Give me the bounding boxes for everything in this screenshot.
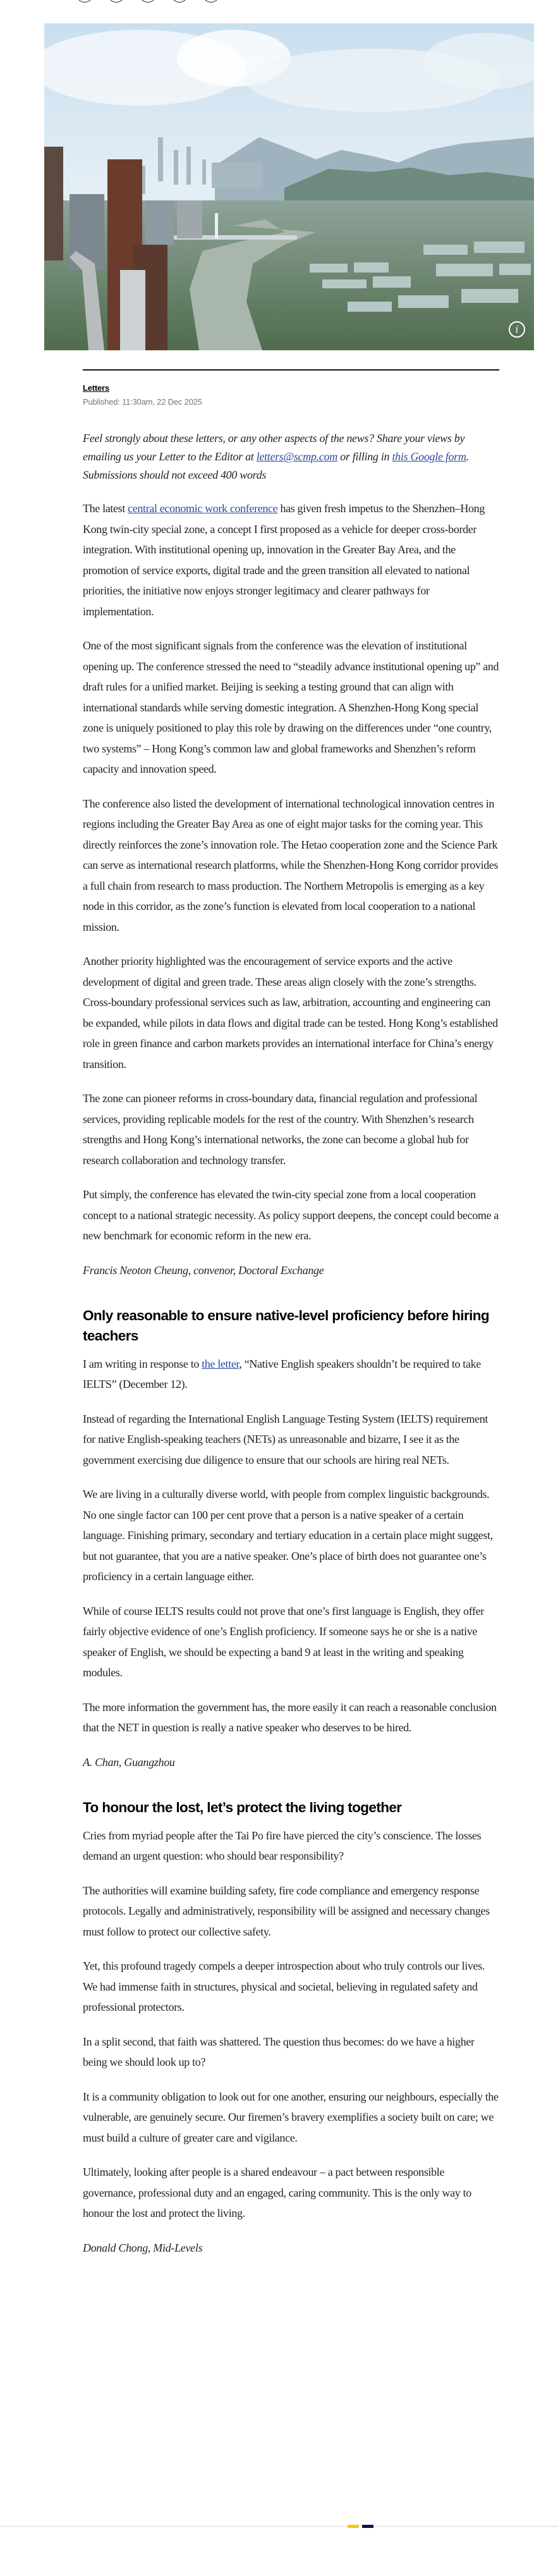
share-twitter-button[interactable] bbox=[107, 0, 125, 3]
conference-link[interactable]: central economic work conference bbox=[128, 502, 278, 515]
google-form-link[interactable]: this Google form bbox=[392, 450, 466, 463]
hero-image bbox=[44, 23, 534, 350]
image-info-icon[interactable]: i bbox=[509, 321, 525, 338]
intro-text: . Submissions should not exceed 400 words bbox=[83, 450, 469, 481]
share-more-button[interactable] bbox=[202, 0, 220, 3]
paragraph: The conference also listed the development of international technological innovation centres in regions including the Greater Bay Area as one of eight major tasks for the coming year. This directly reinforces the zone’s innovation role. The Hetao cooperation zone and the Science Park can serve as international research platforms, while the Shenzhen-Hong Kong corridor provides a full chain from research to mass production. The Northern Metropolis is emerging as a key node in this corridor, as the zone’s function is elevated from local cooperation to a national mission. bbox=[83, 797, 499, 933]
intro-text: Feel strongly about these letters, or any other aspects of the news? Share your views by emailing us your Letter to the Editor at bbox=[83, 432, 465, 463]
the-letter-link[interactable]: the letter bbox=[202, 1357, 240, 1370]
skyline-photo bbox=[44, 23, 534, 350]
paragraph-text: The latest bbox=[83, 502, 128, 515]
intro-text: or filling in bbox=[337, 450, 392, 463]
paragraph-text: I am writing in response to bbox=[83, 1357, 202, 1370]
paragraph: Cries from myriad people after the Tai Po fire have pierced the city’s conscience. The losses demand an urgent question: who should bear responsibility? bbox=[83, 1829, 482, 1862]
share-email-button[interactable] bbox=[171, 0, 188, 3]
published-timestamp: Published: 11:30am, 22 Dec 2025 bbox=[83, 397, 202, 407]
paragraph: Put simply, the conference has elevated the twin-city special zone from a local cooperation concept to a national strategic necessity. As policy support deepens, the concept could become a new benchmark for economic reform in the new era. bbox=[83, 1188, 499, 1242]
paragraph: Yet, this profound tragedy compels a deeper introspection about who truly controls our lives. We had immense faith in structures, physical and societal, believing in regulated safety and professional protectors. bbox=[83, 1960, 485, 2013]
paragraph-text: has given fresh impetus to the Shenzhen–Hong Kong twin-city special zone, a concept I first proposed as a vehicle for deeper cross-border integration. With institutional opening up, innovation in the Greater Bay Area, and the promotion of service exports, digital trade and the green transition all elevated to national priorities, the initiative now enjoys stronger legitimacy and clearer pathways for implementation. bbox=[83, 502, 485, 618]
paragraph bbox=[83, 498, 499, 622]
share-facebook-button[interactable] bbox=[76, 0, 94, 3]
paragraph: While of course IELTS results could not prove that one’s first language is English, they offer fairly objective evidence of one’s English proficiency. If someone says he or she is a native speaker of English, we should be expecting a band 9 at least in the writing and speaking modules. bbox=[83, 1604, 484, 1679]
divider bbox=[83, 369, 499, 371]
paragraph: The more information the government has, the more easily it can reach a reasonable conclusion that the NET in question is really a native speaker who deserves to be hired. bbox=[83, 1700, 497, 1734]
letter-signoff: Francis Neoton Cheung, convenor, Doctoral Exchange bbox=[83, 1263, 324, 1277]
paragraph: Ultimately, looking after people is a shared endeavour – a pact between responsible governance, professional duty and an engaged, caring community. This is the only way to honour the lost and protect the living. bbox=[83, 2166, 471, 2219]
share-bar bbox=[76, 0, 220, 3]
paragraph: One of the most significant signals from the conference was the elevation of institutional opening up. The conference stressed the need to “steadily advance institutional opening up” and draft rules for a unified market. Beijing is seeking a testing ground that can align with international standards while serving domestic integration. A Shenzhen-Hong Kong special zone is uniquely positioned to play this role by drawing on the differences under “one country, two systems” – Hong Kong’s common law and global frameworks and Shenzhen’s reform capacity and innovation speed. bbox=[83, 639, 499, 775]
brand-mark-navy bbox=[362, 2525, 373, 2528]
paragraph: The zone can pioneer reforms in cross-boundary data, financial regulation and professional services, providing replicable models for the rest of the country. With Shenzhen’s research strengths and Hong Kong’s international networks, the zone can become a global hub for research collaboration and technology transfer. bbox=[83, 1092, 478, 1167]
letter-1 bbox=[83, 498, 499, 1280]
paragraph: Another priority highlighted was the encouragement of service exports and the active development of digital and green trade. These areas align closely with the zone’s strengths. Cross-boundary professional services such as law, arbitration, accounting and engineering can be expanded, while pilots in data flows and digital trade can be tested. Hong Kong’s established role in green finance and carbon markets provides an international interface for China’s energy transition. bbox=[83, 955, 498, 1070]
brand-marks bbox=[346, 2525, 375, 2528]
letter-signoff: A. Chan, Guangzhou bbox=[83, 1755, 175, 1769]
letters-intro bbox=[83, 429, 499, 484]
brand-mark-yellow bbox=[348, 2525, 359, 2528]
paragraph: We are living in a culturally diverse world, with people from complex linguistic backgrounds. No one single factor can 100 per cent prove that a person is a native speaker of a certain language. Finishing primary, secondary and tertiary education in a certain place might suggest, but not guarantee, that you are a native speaker. One’s place of birth does not guarantee one’s proficiency in a certain language either. bbox=[83, 1488, 493, 1583]
paragraph: It is a community obligation to look out for one another, ensuring our neighbours, especially the vulnerable, are genuinely secure. Our firemen’s bravery exemplifies a society built on care; we must build a culture of greater care and vigilance. bbox=[83, 2090, 499, 2144]
letter-headline: Only reasonable to ensure native-level proficiency before hiring teachers bbox=[83, 1307, 490, 1344]
letter-signoff: Donald Chong, Mid-Levels bbox=[83, 2241, 203, 2254]
paragraph: Instead of regarding the International English Language Testing System (IELTS) requirement for native English-speaking teachers (NETs) as unreasonable and bizarre, I see it as the government exercising due diligence to ensure that our schools are hiring real NETs. bbox=[83, 1412, 488, 1466]
letter-headline: To honour the lost, let’s protect the living together bbox=[83, 1799, 402, 1815]
email-link[interactable]: letters@scmp.com bbox=[256, 450, 337, 463]
letter-3 bbox=[83, 1798, 499, 2258]
paragraph bbox=[83, 1354, 499, 1395]
share-linkedin-button[interactable] bbox=[139, 0, 157, 3]
paragraph-text: , “Native English speakers shouldn’t be required to take IELTS” (December 12). bbox=[83, 1357, 481, 1390]
footer-divider bbox=[0, 2526, 558, 2527]
paragraph: In a split second, that faith was shattered. The question thus becomes: do we have a higher being we should look up to? bbox=[83, 2035, 475, 2068]
letter-2 bbox=[83, 1306, 499, 1772]
article bbox=[83, 369, 499, 2258]
section-link-letters[interactable]: Letters bbox=[83, 383, 109, 393]
paragraph: The authorities will examine building safety, fire code compliance and emergency response protocols. Legally and administratively, responsibility will be assigned and necessary changes must follow to protect our collective safety. bbox=[83, 1884, 490, 1938]
